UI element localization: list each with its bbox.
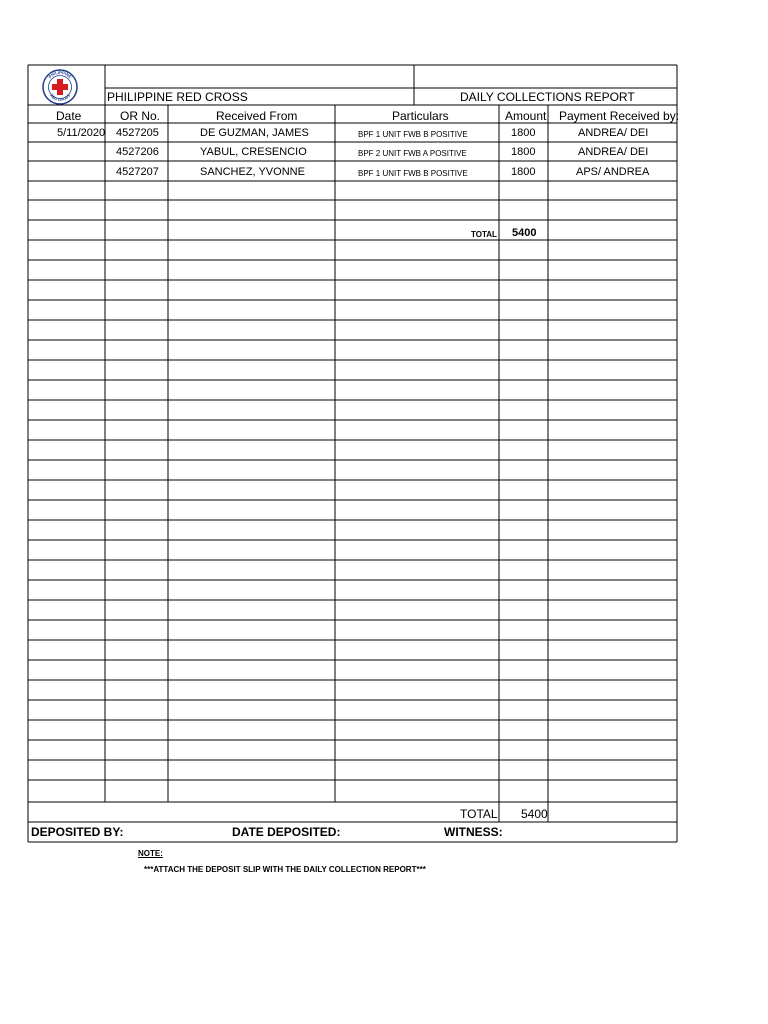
witness-label: WITNESS: (444, 825, 503, 839)
row1-date: 5/11/2020 (57, 127, 106, 139)
row3-amount: 1800 (511, 166, 536, 178)
row1-or-no: 4527205 (116, 127, 159, 139)
subtotal-label: TOTAL (471, 230, 497, 239)
col-header-amount: Amount (505, 109, 547, 123)
row3-particulars: BPF 1 UNIT FWB B POSITIVE (358, 169, 468, 178)
row2-received-by: ANDREA/ DEI (578, 146, 649, 158)
row2-or-no: 4527206 (116, 146, 159, 158)
col-header-particulars: Particulars (392, 109, 449, 123)
subtotal-value: 5400 (512, 227, 537, 239)
svg-text:RED CROSS: RED CROSS (49, 92, 71, 103)
row2-particulars: BPF 2 UNIT FWB A POSITIVE (358, 149, 467, 158)
red-cross-logo-icon (42, 69, 78, 105)
row1-received-by: ANDREA/ DEI (578, 127, 649, 139)
row1-particulars: BPF 1 UNIT FWB B POSITIVE (358, 130, 468, 139)
row1-received-from: DE GUZMAN, JAMES (200, 127, 309, 139)
row2-received-from: YABUL, CRESENCIO (200, 146, 307, 158)
col-header-date: Date (56, 109, 82, 123)
note-text: ***ATTACH THE DEPOSIT SLIP WITH THE DAILY COLLECTION REPORT*** (144, 865, 426, 874)
note-label: NOTE: (138, 849, 163, 858)
svg-text:PHILIPPINE: PHILIPPINE (47, 69, 73, 80)
row1-amount: 1800 (511, 127, 536, 139)
report-title: DAILY COLLECTIONS REPORT (460, 90, 635, 104)
org-name: PHILIPPINE RED CROSS (107, 90, 248, 104)
date-deposited-label: DATE DEPOSITED: (232, 825, 341, 839)
col-header-received-from: Received From (216, 109, 298, 123)
row3-received-by: APS/ ANDREA (576, 166, 650, 178)
row3-or-no: 4527207 (116, 166, 159, 178)
deposited-by-label: DEPOSITED BY: (31, 825, 124, 839)
col-header-or-no: OR No. (120, 109, 161, 123)
col-header-received-by: Payment Received by: (559, 109, 680, 123)
grand-total-value: 5400 (521, 807, 548, 821)
row2-amount: 1800 (511, 146, 536, 158)
row3-received-from: SANCHEZ, YVONNE (200, 166, 305, 178)
grand-total-label: TOTAL (460, 807, 498, 821)
